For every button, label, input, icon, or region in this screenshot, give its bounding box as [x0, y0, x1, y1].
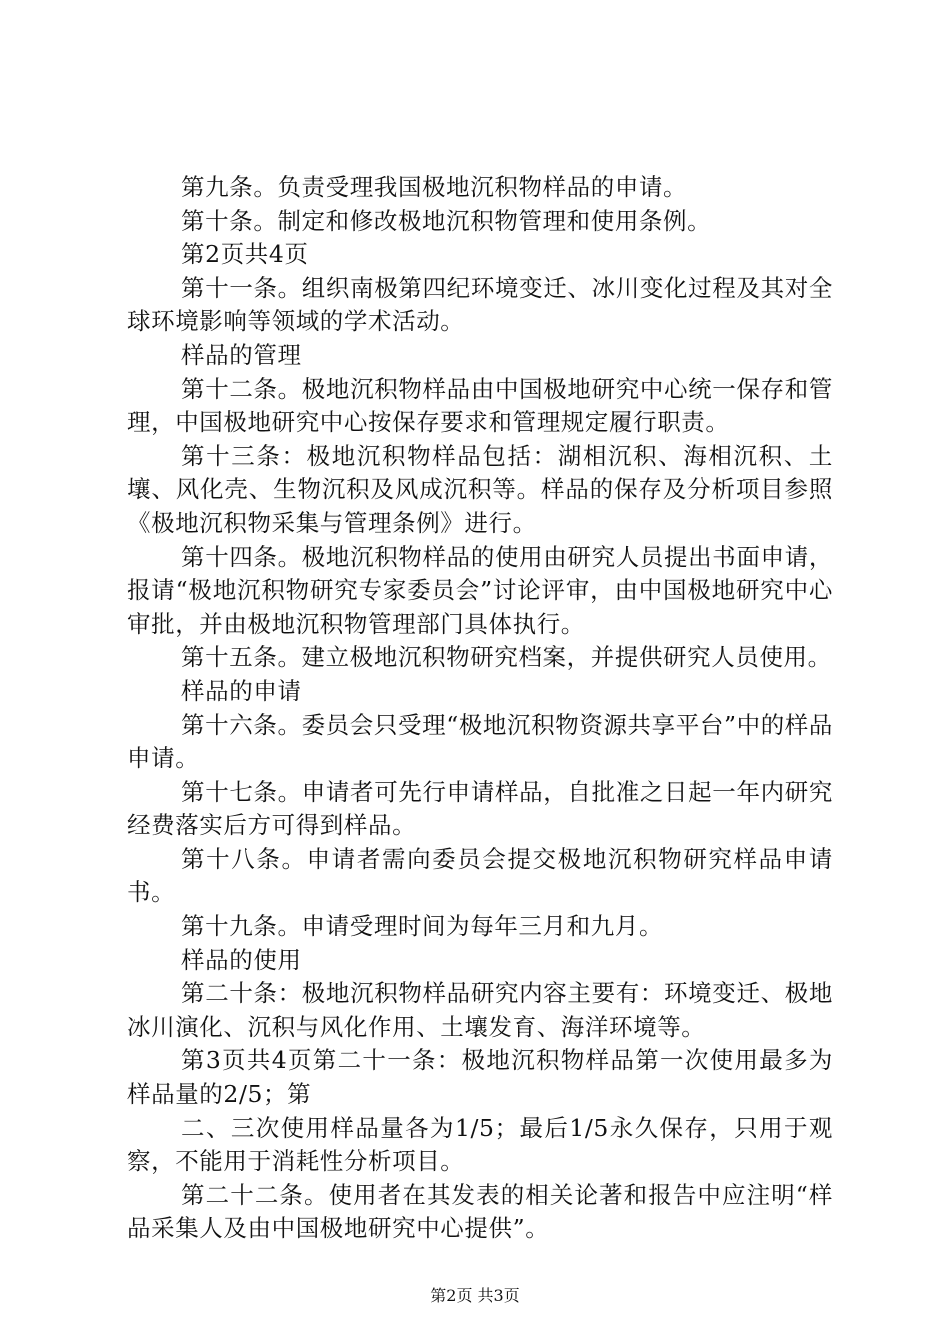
section-heading-usage: 样品的使用: [181, 945, 302, 974]
article-22: 第二十二条。使用者在其发表的相关论著和报告中应注明“样品采集人及由中国极地研究中心提供”。: [127, 1180, 833, 1243]
section-heading-application: 样品的申请: [181, 676, 302, 705]
article-10: 第十条。制定和修改极地沉积物管理和使用条例。: [181, 206, 712, 235]
article-15: 第十五条。建立极地沉积物研究档案，并提供研究人员使用。: [181, 643, 832, 672]
document-body: [127, 171, 833, 1246]
article-19: 第十九条。申请受理时间为每年三月和九月。: [181, 912, 664, 941]
article-21-continued: 二、三次使用样品量各为1/5；最后1/5永久保存，只用于观察，不能用于消耗性分析项目。: [127, 1113, 833, 1176]
article-13: 第十三条：极地沉积物样品包括：湖相沉积、海相沉积、土壤、风化壳、生物沉积及风成沉积等。样品的保存及分析项目参照《极地沉积物采集与管理条例》进行。: [127, 441, 833, 537]
article-16: 第十六条。委员会只受理“极地沉积物资源共享平台”中的样品申请。: [127, 710, 833, 773]
page-marker: 第2页共4页: [181, 240, 309, 269]
article-18: 第十八条。申请者需向委员会提交极地沉积物研究样品申请书。: [127, 844, 833, 907]
article-17: 第十七条。申请者可先行申请样品，自批准之日起一年内研究经费落实后方可得到样品。: [127, 777, 833, 840]
article-14: 第十四条。极地沉积物样品的使用由研究人员提出书面申请，报请“极地沉积物研究专家委员会”讨论评审，由中国极地研究中心审批，并由极地沉积物管理部门具体执行。: [127, 542, 833, 638]
article-20: 第二十条：极地沉积物样品研究内容主要有：环境变迁、极地冰川演化、沉积与风化作用、土壤发育、海洋环境等。: [127, 979, 833, 1041]
article-9: 第九条。负责受理我国极地沉积物样品的申请。: [181, 173, 688, 201]
article-12: 第十二条。极地沉积物样品由中国极地研究中心统一保存和管理，中国极地研究中心按保存要求和管理规定履行职责。: [127, 374, 833, 437]
article-11: 第十一条。组织南极第四纪环境变迁、冰川变化过程及其对全球环境影响等领域的学术活动。: [127, 273, 833, 336]
page-footer: 第2页 共3页: [430, 1286, 520, 1305]
article-21: 第3页共4页第二十一条：极地沉积物样品第一次使用最多为样品量的2/5；第: [127, 1046, 833, 1109]
section-heading-management: 样品的管理: [181, 340, 302, 369]
